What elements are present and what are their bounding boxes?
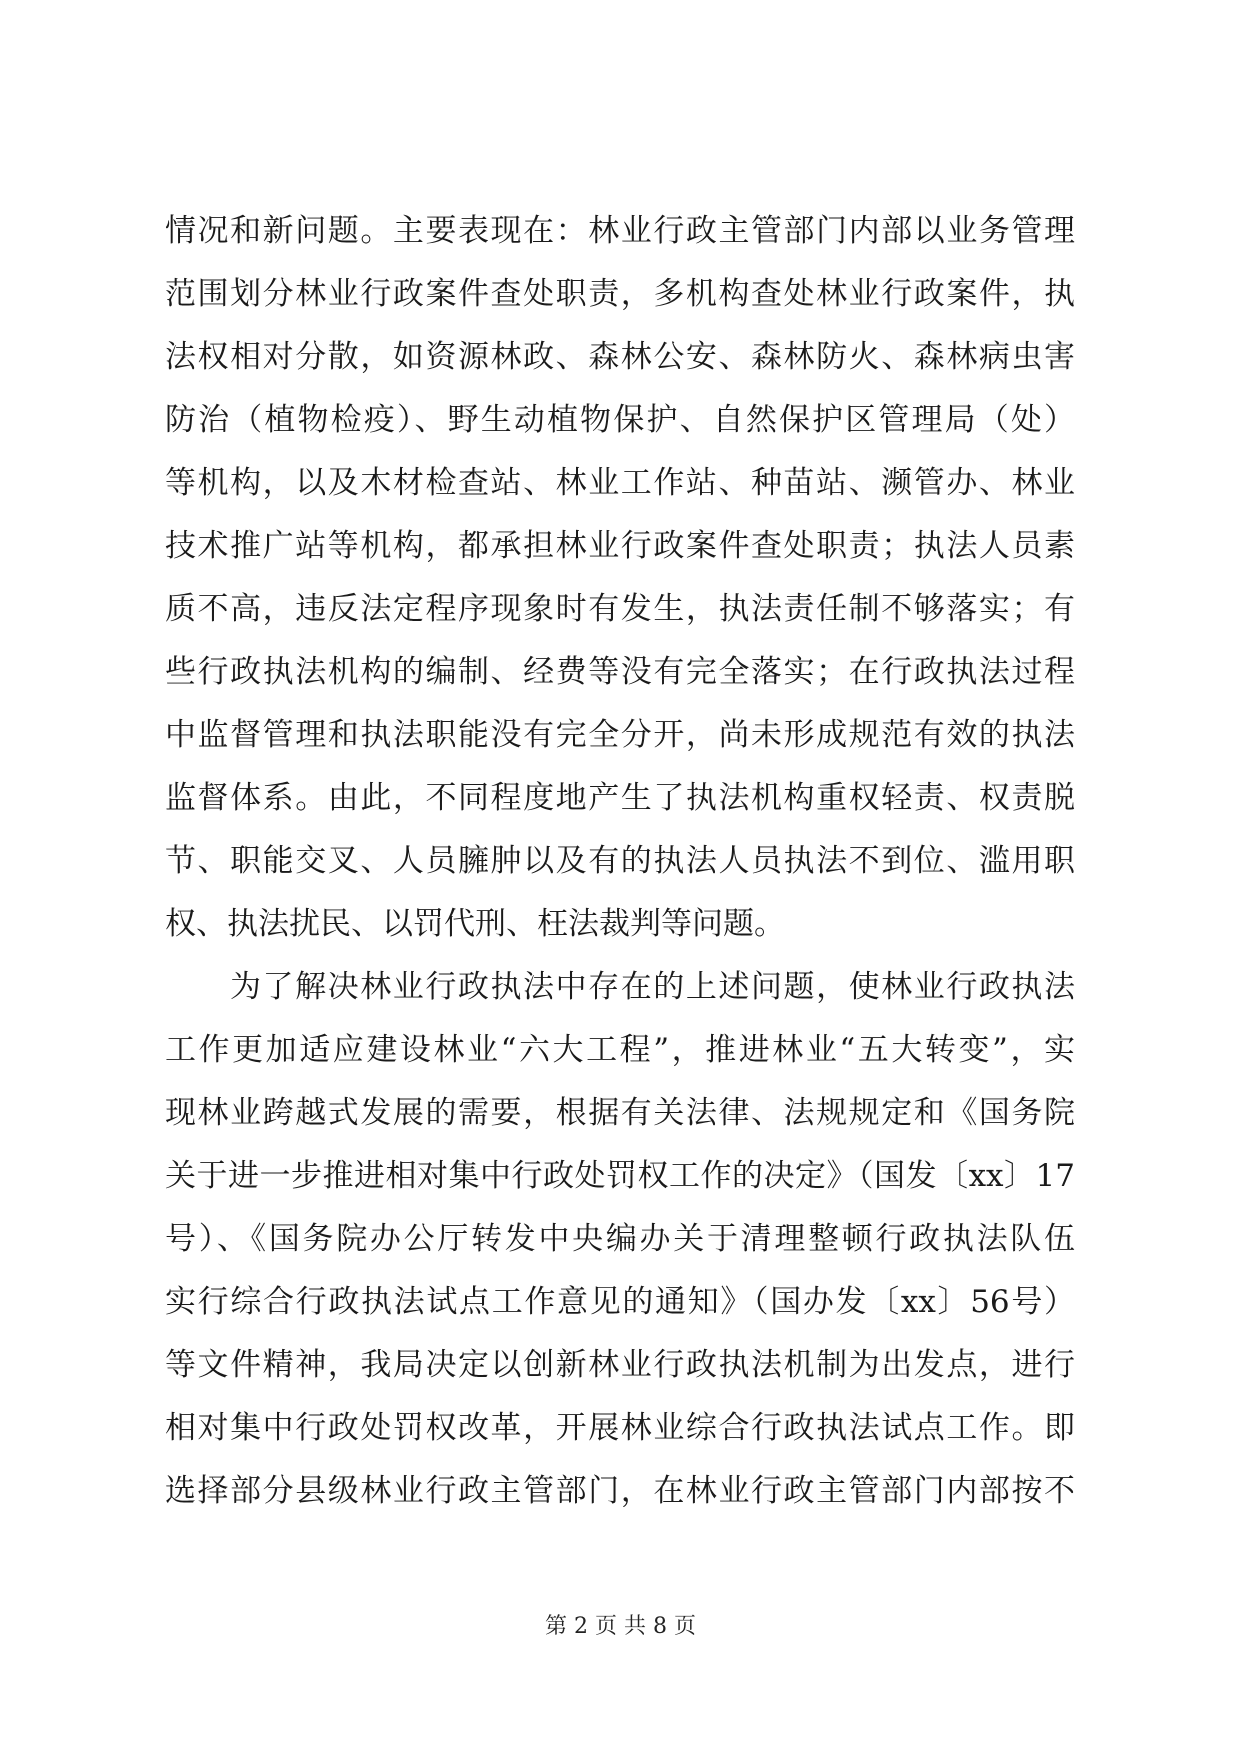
text-line: 范围划分林业行政案件查处职责，多机构查处林业行政案件，执 — [165, 276, 1075, 312]
text-line: 技术推广站等机构，都承担林业行政案件查处职责；执法人员素 — [165, 528, 1075, 564]
text-line: 法权相对分散，如资源林政、森林公安、森林防火、森林病虫害 — [165, 339, 1075, 375]
text-line: 号）、《国务院办公厅转发中央编办关于清理整顿行政执法队伍 — [165, 1221, 1075, 1257]
text-line: 实行综合行政执法试点工作意见的通知》（国办发〔xx〕56号） — [165, 1284, 1075, 1320]
text-line: 现林业跨越式发展的需要，根据有关法律、法规规定和《国务院 — [165, 1095, 1075, 1131]
page-number-footer: 第 2 页 共 8 页 — [545, 1614, 696, 1639]
text-line: 权、执法扰民、以罚代刑、枉法裁判等问题。 — [165, 906, 785, 942]
text-line: 情况和新问题。主要表现在：林业行政主管部门内部以业务管理 — [165, 213, 1075, 249]
text-line: 相对集中行政处罚权改革，开展林业综合行政执法试点工作。即 — [165, 1410, 1075, 1446]
text-line: 工作更加适应建设林业“六大工程”，推进林业“五大转变”，实 — [165, 1032, 1075, 1068]
text-line: 关于进一步推进相对集中行政处罚权工作的决定》（国发〔xx〕17 — [165, 1158, 1075, 1194]
text-line: 中监督管理和执法职能没有完全分开，尚未形成规范有效的执法 — [165, 717, 1075, 753]
text-line: 选择部分县级林业行政主管部门，在林业行政主管部门内部按不 — [165, 1473, 1075, 1509]
text-line: 监督体系。由此，不同程度地产生了执法机构重权轻责、权责脱 — [165, 780, 1075, 816]
paragraph-first-line: 为了解决林业行政执法中存在的上述问题，使林业行政执法 — [230, 969, 1075, 1005]
text-line: 节、职能交叉、人员臃肿以及有的执法人员执法不到位、滥用职 — [165, 843, 1075, 879]
text-line: 等机构，以及木材检查站、林业工作站、种苗站、濒管办、林业 — [165, 465, 1075, 501]
text-line: 防治（植物检疫）、野生动植物保护、自然保护区管理局（处） — [165, 402, 1075, 438]
text-line: 等文件精神，我局决定以创新林业行政执法机制为出发点，进行 — [165, 1347, 1075, 1383]
text-line: 质不高，违反法定程序现象时有发生，执法责任制不够落实；有 — [165, 591, 1075, 627]
text-line: 些行政执法机构的编制、经费等没有完全落实；在行政执法过程 — [165, 654, 1075, 690]
